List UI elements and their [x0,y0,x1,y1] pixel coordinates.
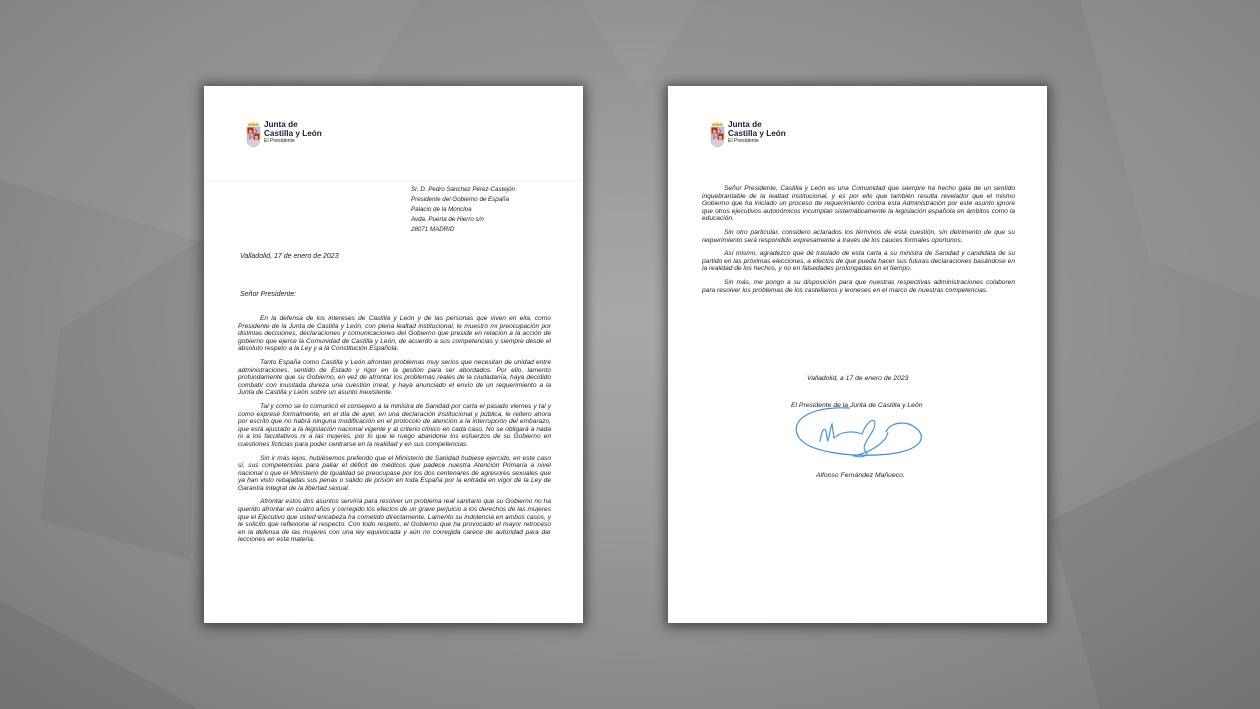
body-paragraph: En la defensa de los intereses de Castilla y León y de las personas que viven en ella, como Presidente de la Junta de Castilla y León, con plena lealtad institucional, le muestro mi preocupación por distintas decisiones, declaraciones y comunicaciones del Gobierno que preside en relación a la acción de gobierno que ejerce la Comunidad de Castilla y León, de acuerdo a sus competencias y siempre desde el absoluto respeto a la Ley y a la Constitución Española. [238,315,551,353]
letterhead-line2: Castilla y León [728,128,786,138]
handwritten-signature-icon [790,398,930,470]
letterhead [246,121,322,148]
body-paragraph: Tanto España como Castilla y León afrontan problemas muy serios que necesitan de unidad entre administraciones, sentido de Estado y rigor en la gestión para ser abordados. Por ello, lamento profundamente que su Gobierno, en vez de afrontar los problemas reales de la ciudadanía, haya decidido combatir con inusitada dureza una cuestión irreal, y haya anunciado el envío de un requerimiento a la Junta de Castilla y León sobre un asunto inexistente. [238,358,551,397]
body-paragraph: Sin más, me pongo a su disposición para que nuestras respectivas administraciones colaboren para resolver los problemas de los castellanos y leoneses en el marco de nuestras competencias. [702,278,1015,294]
body-paragraph: Señor Presidente, Castilla y León es una Comunidad que siempre ha hecho gala de un sentido inquebrantable de la lealtad institucional, y es por ello que también resulta revelador que el mismo Gobierno que ha iniciado un proceso de requerimiento contra esta Administración por este asunto ignore que otros ejecutivos autonómicos incumplan sistemáticamente la legislación española en ámbitos como la educación. [702,185,1015,223]
letter-page-1 [204,86,583,623]
letter-page-2 [668,86,1047,623]
letterhead-line1: Junta de [728,120,762,129]
closing-title: El Presidente de la Junta de Castilla y León [791,402,923,409]
body-paragraph: Sin ir más lejos, hubiésemos preferido que el Ministerio de Sanidad hubiese ejercido, en este caso sí, sus competencias para paliar el déficit de médicos que padece nuestra Atención Primaria a nivel nacional o que el Ministerio de Igualdad se preocupase por los dos centenares de agresores sexuales que ya han visto rebajadas sus penas o salido de prisión en toda España por la entrada en vigor de la Ley de Garantía integral de la libertad sexual. [238,454,551,492]
closing-date: Valladolid, a 17 de enero de 2023 [807,375,909,382]
address-line: 28071 MADRID [411,226,455,233]
address-line: Palacio de la Moncloa [411,206,472,213]
header-divider [204,180,583,181]
letterhead-line2: Castilla y León [264,128,322,138]
letter-body-page-2 [702,185,1015,300]
letter-body-page-1 [238,315,551,550]
address-line: Sr. D. Pedro Sánchez Pérez-Castejón [411,186,515,193]
signatory-name: Alfonso Fernández Mañueco. [816,472,905,479]
letterhead-subtitle: El Presidente [728,138,759,145]
letterhead-line1: Junta de [264,120,298,129]
address-line: Presidente del Gobierno de España [411,196,510,203]
body-paragraph: Así mismo, agradezco que dé traslado de esta carta a su ministra de Sanidad y candidata de su partido en las próximas elecciones, a efectos de que pueda hacer sus futuras declaraciones basándose en la realidad de los hechos, y no en falsedades prolongadas en el tiempo. [702,250,1015,273]
body-paragraph: Tal y como se lo comunicó el consejero a la ministra de Sanidad por carta el pasado viernes y tal y como expresé formalmente, en el día de ayer, en una declaración institucional y pública, le reitero ahora por escrito que no habrá ninguna modificación en el protocolo de atención a la interrupción del embarazo, que está ajustado a la legislación nacional vigente y al criterio clínico en cada caso. No se obligará a nada ni a los facultativos ni a las mujeres, por lo que le ruego abandone los esfuerzos de su Gobierno en cuestiones ficticias para poder centrarse en la realidad y en sus competencias. [238,402,551,448]
address-line: Avda. Puerta de Hierro s/n [411,216,484,223]
body-paragraph: Sin otro particular, considero aclarados los términos de esta cuestión, sin detrimento de que su requerimiento será respondido expresamente a través de los cauces formales oportunos. [702,228,1015,244]
coat-of-arms-icon [710,122,725,148]
letter-date: Valladolid, 17 de enero de 2023 [240,253,339,260]
coat-of-arms-icon [246,122,261,148]
letterhead [710,121,786,148]
letterhead-subtitle: El Presidente [264,138,295,145]
body-paragraph: Afrontar estos dos asuntos serviría para resolver un problema real sanitario que su Gobierno no ha querido afrontar en cuatro años y corregido los efectos de un grave perjuicio a los derechos de las mujeres que el Ejecutivo que usted encabeza ha cometido directamente. Lamento su indolencia en ambos casos, y le solicito que reflexione al respecto. Con todo respeto, el Gobierno que ha provocado el mayor retroceso en la defensa de las mujeres con una ley equivocada y aún no corregida carece de autoridad para dar lecciones en esta materia. [238,498,551,544]
recipient-address [411,185,515,235]
salutation: Señor Presidente: [240,291,297,298]
